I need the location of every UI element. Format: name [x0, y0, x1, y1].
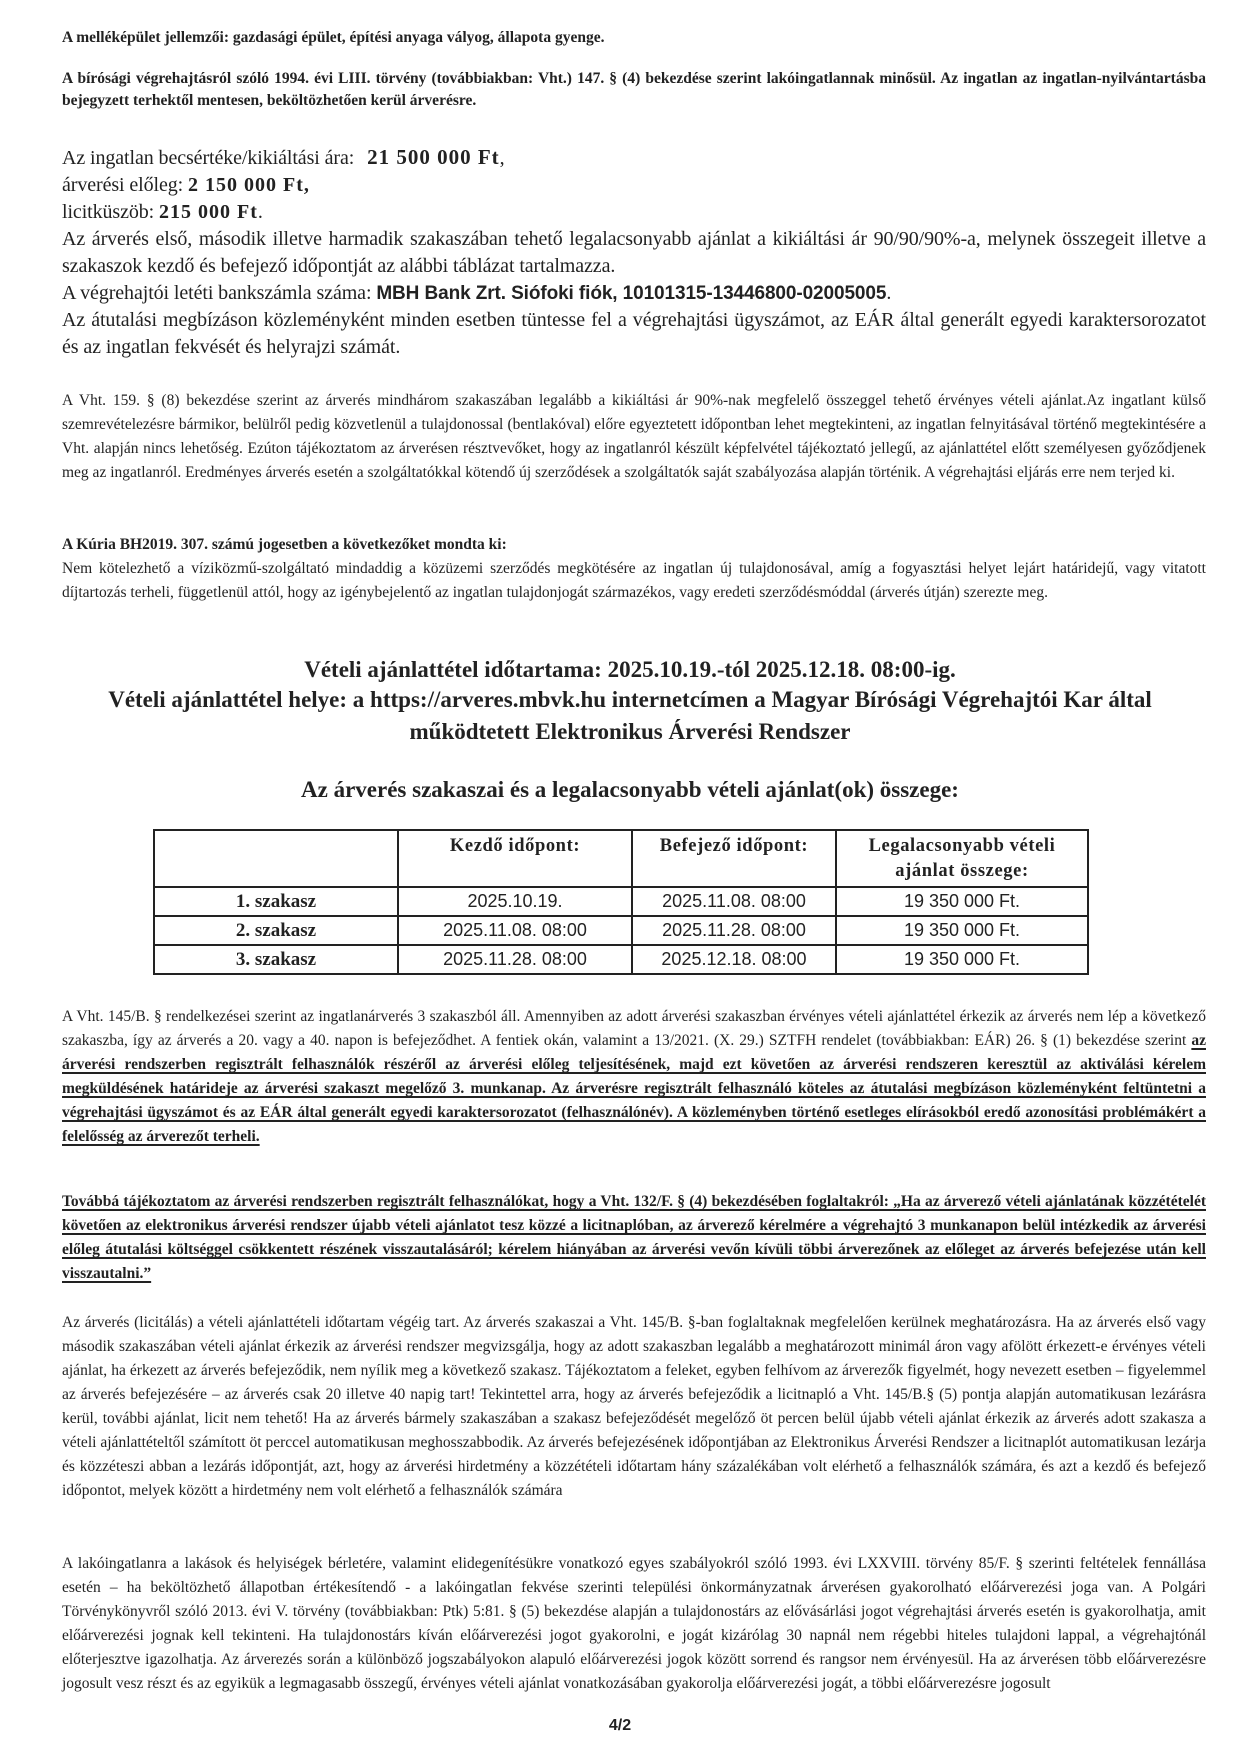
stage-label: 2. szakasz: [154, 916, 398, 945]
vht159-paragraph: A Vht. 159. § (8) bekezdése szerint az árverés mindhárom szakaszában legalább a kikiáltási ár 90%-nak megfelelő összeggel tehető érvényes vételi ajánlat.Az ingatlant külső szemrevételezésre bármikor, belülről pedig közvetlenül a tulajdonossal (bentlakóval) előre egyeztetett időpontban lehet megtekinteni, az ingatlan felnyitásával történő megtekintésére a Vht. alapján nincs lehetőség. Ezúton tájékoztatom az árverésen résztvevőket, hogy az ingatlanról készült képfelvétel tájékoztató jellegű, az ajánlattétel előtt személyesen győződjenek meg az ingatlanról. Eredményes árverés esetén a szolgáltatókkal kötendő új szerződések a szolgáltatók saját szabályozása alapján történik. A végrehajtási eljárás erre nem terjed ki.: [62, 392, 1206, 481]
start-time: 2025.11.28. 08:00: [398, 945, 632, 974]
end-time: 2025.11.28. 08:00: [632, 916, 836, 945]
table-header-row: [154, 830, 1088, 887]
threshold-value: 215 000 Ft: [159, 201, 258, 223]
estimate-line: Az ingatlan becsértéke/kikiáltási ára: 21 500 000 Ft,: [62, 145, 505, 169]
table-row: [154, 916, 1088, 945]
header-cell: [154, 830, 398, 887]
transfer-note: Az átutalási megbízáson közleményként minden esetben tüntesse fel a végrehajtási ügyszámot, az EÁR által generált egyedi karaktersorozatot és az ingatlan fekvését és helyrajzi számát.: [62, 309, 1206, 358]
header-cell: Kezdő időpont:: [398, 830, 632, 887]
threshold-line: licitküszöb: 215 000 Ft.: [62, 201, 263, 223]
header-cell: Befejező időpont:: [632, 830, 836, 887]
table-row: [154, 945, 1088, 974]
offer-period-heading: Vételi ajánlattétel időtartama: 2025.10.19.-tól 2025.12.18. 08:00-ig.: [304, 657, 956, 682]
threshold-label: licitküszöb:: [62, 201, 155, 223]
preemption-paragraph: A lakóingatlanra a lakások és helyiségek bérletére, valamint elidegenítésükre vonatkozó egyes szabályokról szóló 1993. évi LXXVIII. törvény 85/F. § szerinti feltételek fennállása esetén – ha beköltözhető állapotban értékesítendő - a lakóingatlan fekvése szerinti települési önkormányzatnak árverésen gyakorolható előárverezési joga van. A Polgári Törvénykönyvről szóló 2013. évi V. törvény (továbbiakban: Ptk) 5:81. § (5) bekezdése alapján a tulajdonostárs az elővásárlási jogot végrehajtási árverés esetén is gyakorolhatja, amit előárverezési jognak kell tekinteni. Ha tulajdonostárs kíván előárverezési jogot gyakorolni, e jogát kizárólag 30 napnál nem régebbi hiteles tulajdoni lappal, a végrehajtónál előterjesztve igazolhatja. Az árverezés során a különböző jogszabályokon alapuló előárverezési jogok között sorrend és rangsor nem érvényesül. Ha az árverésen több előárverezésre jogosult vesz részt és az egyikük a legmagasabb összegű, érvényes vételi ajánlat vonatkozásában gyakorolja előárverezési jogát, a többi előárverezésre jogosult: [62, 1555, 1206, 1692]
vht145-plain-text: A Vht. 145/B. § rendelkezései szerint az ingatlanárverés 3 szakaszból áll. Amennyiben az adott árverési szakaszban érvényes vételi ajánlattétel érkezik az árverés nem lép a következő szakaszba, így az árverés a 20. vagy a 40. napon is befejeződhet. A fentiek okán, valamint a 13/2021. (X. 29.) SZTFH rendelet (továbbiakban: EÁR) 26. § (1) bekezdése szerint: [62, 1008, 1206, 1049]
start-time: 2025.11.08. 08:00: [398, 916, 632, 945]
duration-paragraph: Az árverés (licitálás) a vételi ajánlattételi időtartam végéig tart. Az árverés szakaszai a Vht. 145/B. §-ban foglaltaknak megfelelően kerülnek meghatározásra. Ha az árverés első vagy második szakaszában vételi ajánlat érkezik az árverési rendszer megvizsgálja, hogy az adott szakaszban legalább a meghatározott minimál áron vagy afölött érkezett-e érvényes vételi ajánlat, ha érkezett az árverés befejeződik, nem nyílik meg a következő szakasz. Tájékoztatom a feleket, egyben felhívom az árverezők figyelmét, hogy nevezett esetben – figyelemmel az árverés befejezésére – az árverés csak 20 illetve 40 napig tart! Tekintettel arra, hogy az árverés befejeződik a licitnapló a Vht. 145/B.§ (5) pontja alapján automatikusan lezárásra kerül, további ajánlat, licit nem tehető! Ha az árverés bármely szakaszában a szakasz befejeződését megelőző öt percen belül újabb vételi ajánlat érkezik az árverés adott szakasza a vételi ajánlattételtől számított öt perccel automatikusan meghosszabbodik. Az árverés befejezésének időpontjában az Elektronikus Árverési Rendszer a licitnaplót automatikusan lezárja és közzéteszi abban a lezárás időpontját, azt, hogy az árverési hirdetmény a közzétételi időtartam hány százalékában volt elérhető a felhasználók számára, és azt a kezdő és befejező időpontot, melyek között a hirdetmény nem volt elérhető a felhasználók számára: [62, 1314, 1206, 1499]
min-offer: 19 350 000 Ft.: [836, 916, 1088, 945]
min-offer: 19 350 000 Ft.: [836, 945, 1088, 974]
bank-label: A végrehajtói letéti bankszámla száma:: [62, 282, 372, 304]
page-number: 4/2: [608, 1717, 632, 1734]
vht132-paragraph: Továbbá tájékoztatom az árverési rendszerben regisztrált felhasználókat, hogy a Vht. 132/F. § (4) bekezdésében foglaltakról: „Ha az árverező vételi ajánlatának közzétételét követően az elektronikus árverési rendszer újabb vételi ajánlatot tesz közzé a licitnaplóban, az árverező kérelmére a végrehajtó 3 munkanapon belül intézkedik az árverési előleg átutalási költséggel csökkentett részének visszautalásáról; kérelem hiányában az árverési vevőn kívüli többi árverezőnek az előleget az árverés befejezése után kell visszautalni.”: [62, 1193, 1206, 1282]
outbuilding-paragraph: A melléképület jellemzői: gazdasági épület, építési anyaga vályog, állapota gyenge.: [62, 29, 605, 46]
deposit-value: 2 150 000 Ft,: [188, 174, 310, 196]
stage-label: 1. szakasz: [154, 887, 398, 916]
offer-place-heading: Vételi ajánlattétel helye: a https://arveres.mbvk.hu internetcímen a Magyar Bírósági Végrehajtói Kar által működtetett Elektronikus Árverési Rendszer: [108, 687, 1152, 744]
start-time: 2025.10.19.: [398, 887, 632, 916]
vht147-paragraph: A bírósági végrehajtásról szóló 1994. évi LIII. törvény (továbbiakban: Vht.) 147. § (4) bekezdése szerint lakóingatlannak minősül. Az ingatlan az ingatlan-nyilvántartásba bejegyzett terhektől mentesen, beköltözhetően kerül árverésre.: [62, 70, 1206, 109]
price-section: [62, 144, 1206, 361]
kuria-text: Nem kötelezhető a víziközmű-szolgáltató mindaddig a közüzemi szerződés megkötésére az ingatlan új tulajdonosával, amíg a fogyasztási helyet lejárt határidejű, vagy vitatott díjtartozás terheli, függetlenül attól, hogy az igénybejelentő az ingatlan tulajdonjogát származékos, vagy eredeti szerződésmóddal (árverés útján) szerezte meg.: [62, 560, 1206, 601]
auction-stages-table: [153, 829, 1089, 975]
kuria-heading: A Kúria BH2019. 307. számú jogesetben a következőket mondta ki:: [62, 536, 507, 553]
deposit-label: árverési előleg:: [62, 174, 184, 196]
estimate-value: 21 500 000 Ft: [367, 145, 500, 169]
min-offer: 19 350 000 Ft.: [836, 887, 1088, 916]
table-title: Az árverés szakaszai és a legalacsonyabb vételi ajánlat(ok) összege:: [301, 777, 959, 802]
header-cell: Legalacsonyabb vételi ajánlat összege:: [836, 830, 1088, 887]
end-time: 2025.11.08. 08:00: [632, 887, 836, 916]
table-row: [154, 887, 1088, 916]
lowest-offer-text: Az árverés első, második illetve harmadik szakaszában tehető legalacsonyabb ajánlat a kikiáltási ár 90/90/90%-a, melynek összegeit illetve a szakaszok kezdő és befejező időpontját az alábbi táblázat tartalmazza.: [62, 228, 1206, 277]
estimate-label: Az ingatlan becsértéke/kikiáltási ára:: [62, 147, 355, 169]
vht145-paragraph: [62, 1005, 1206, 1149]
end-time: 2025.12.18. 08:00: [632, 945, 836, 974]
bank-account: MBH Bank Zrt. Siófoki fiók, 10101315-13446800-02005005: [376, 283, 887, 304]
bank-line: A végrehajtói letéti bankszámla száma: MBH Bank Zrt. Siófoki fiók, 10101315-13446800-02005005.: [62, 282, 892, 304]
stage-label: 3. szakasz: [154, 945, 398, 974]
vht145-underlined-text: az árverési rendszerben regisztrált felhasználók részéről az árverési előleg teljesítésének, majd ezt követően az árverési rendszeren keresztül az aktiválási kérelem megküldésének határideje az árverési szakaszt megelőző 3. munkanap. Az árverésre regisztrált felhasználó köteles az átutalási megbízáson közleményként feltüntetni a végrehajtási ügyszámot és az EÁR által generált egyedi karaktersorozatot (felhasználónév). A közleményben történő esetleges elírásokból eredő azonosítási problémákért a felelősség az árverezőt terheli.: [62, 1032, 1206, 1145]
kuria-section: [62, 533, 1206, 605]
deposit-line: [62, 172, 1206, 199]
